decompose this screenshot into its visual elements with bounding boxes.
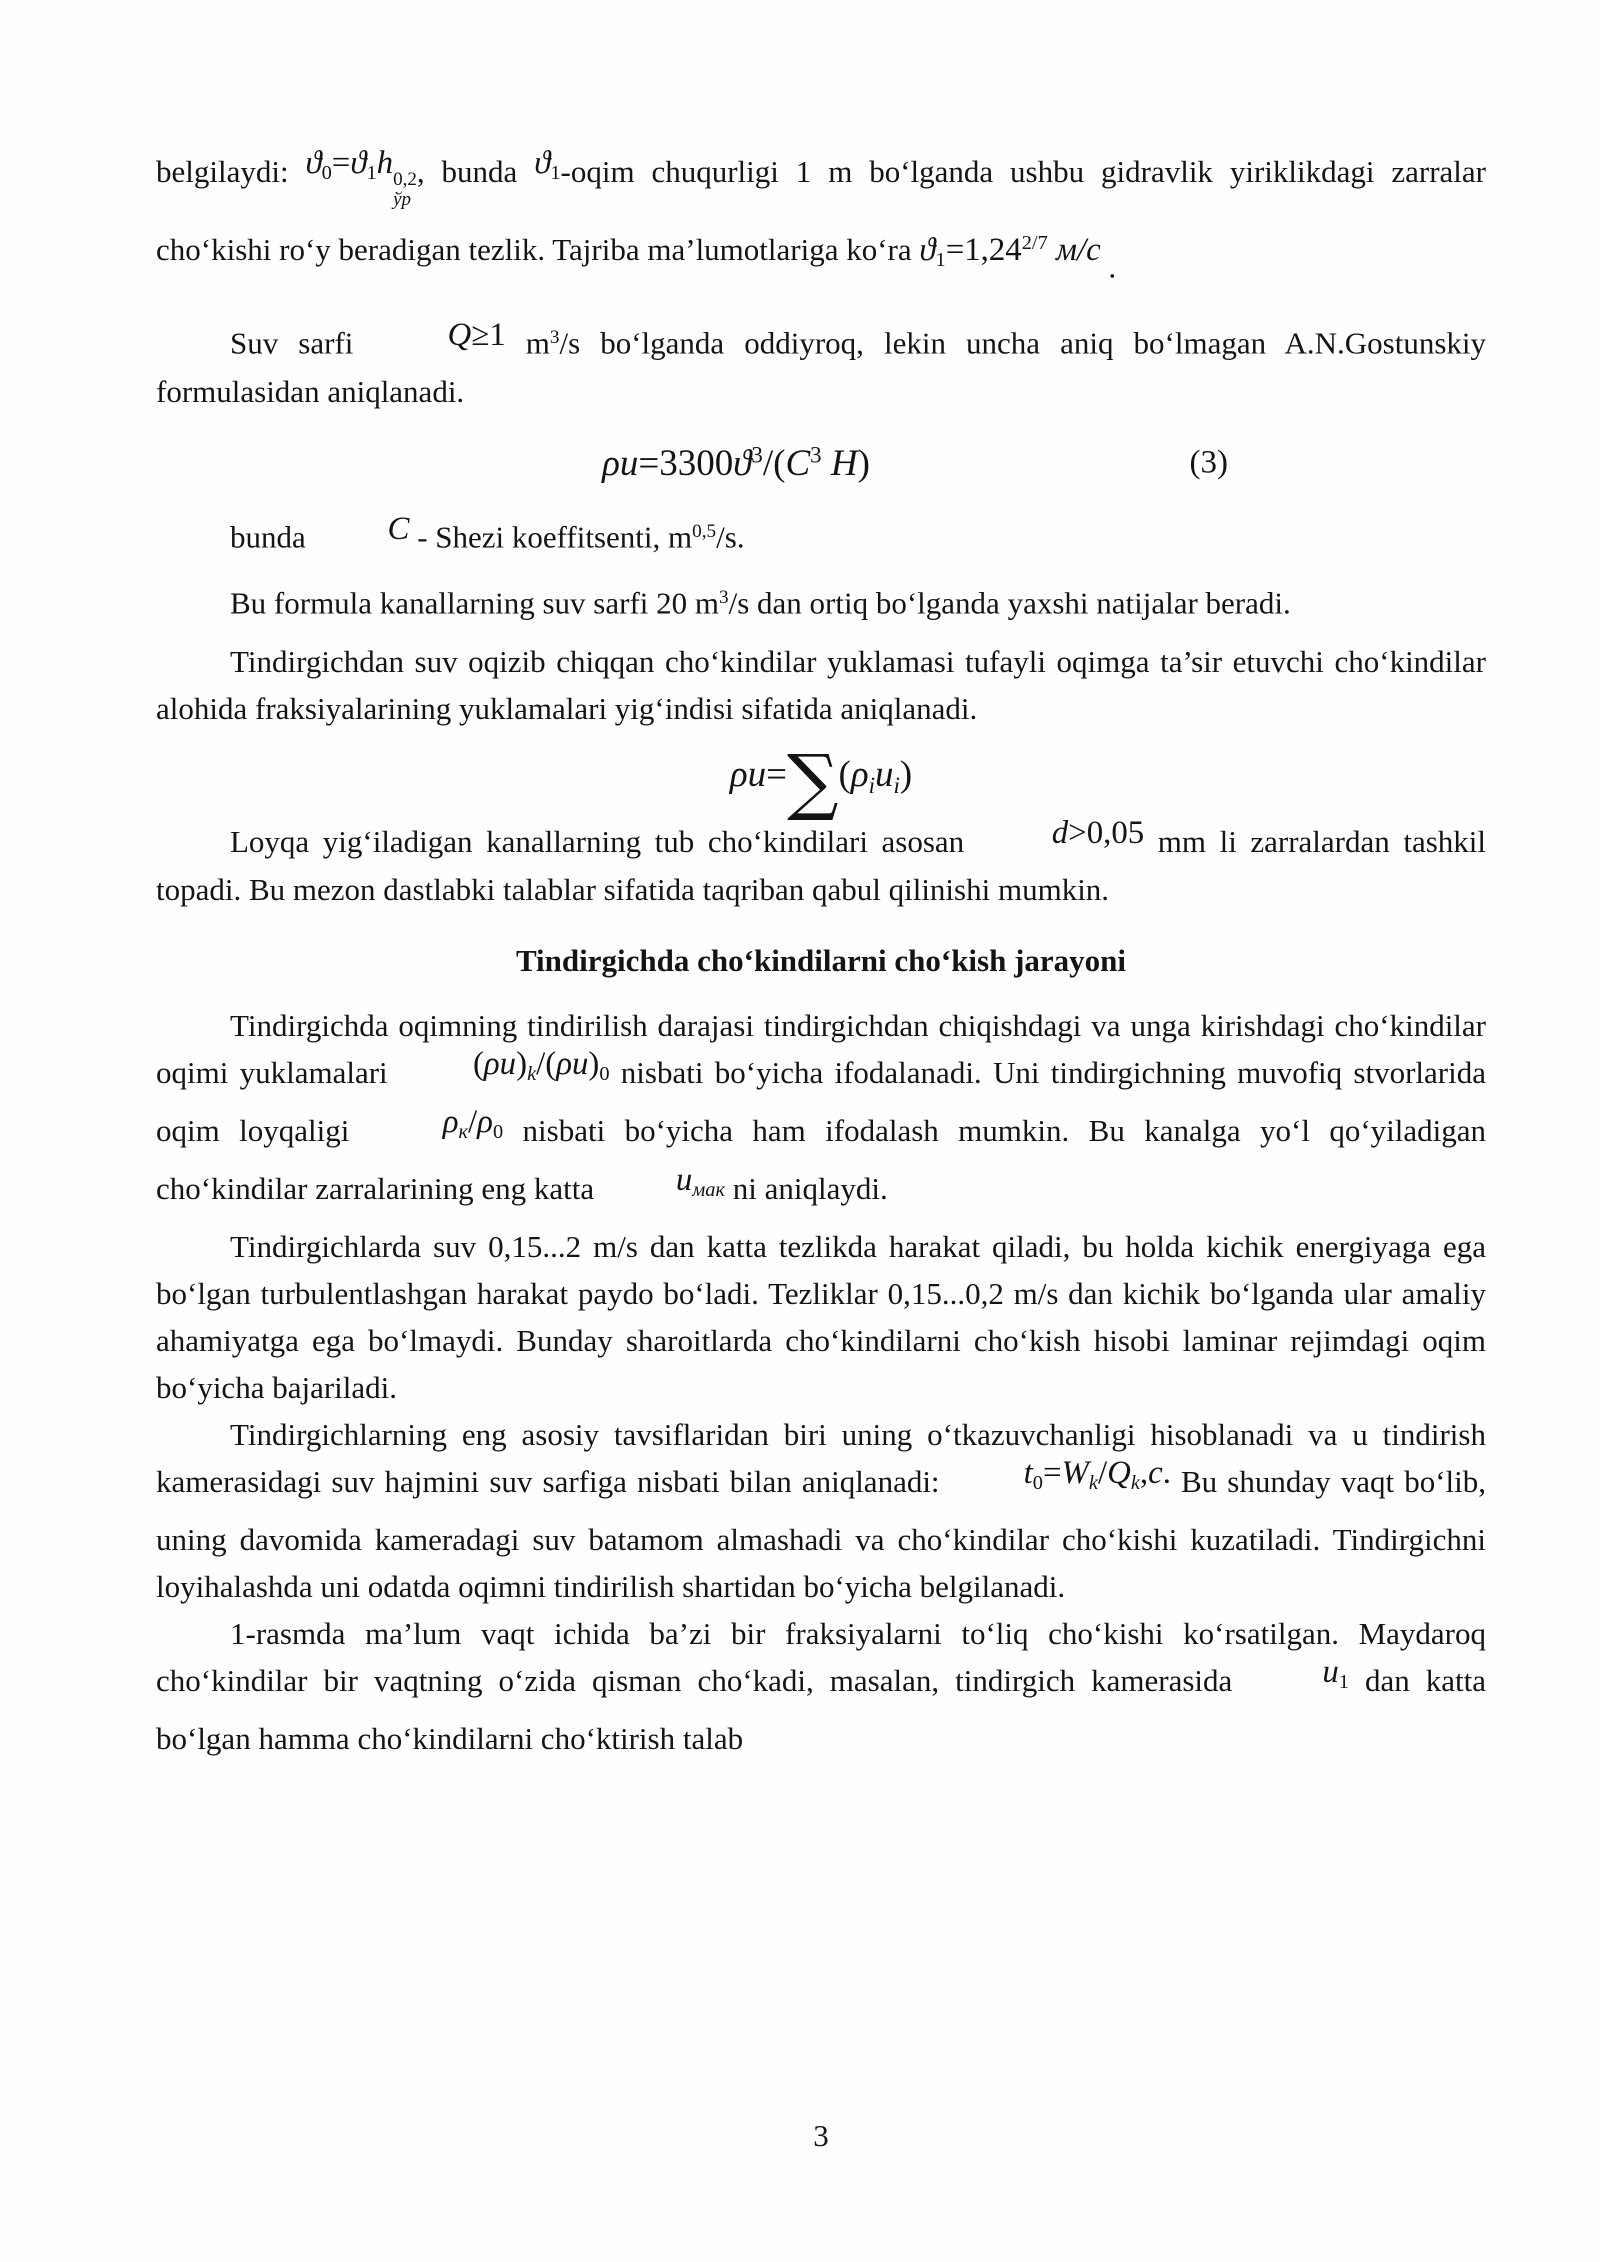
equation-3: [156, 435, 1486, 492]
math-segment: 0: [492, 1120, 504, 1143]
paragraph-suv-sarfi: [156, 314, 1486, 415]
text-segment: /(: [762, 442, 786, 484]
math-segment: d: [1051, 814, 1069, 851]
text-segment: /s.: [716, 519, 745, 555]
text-segment: , bunda: [416, 154, 535, 189]
math-segment: ∑: [786, 740, 839, 825]
text-segment: =: [1042, 1455, 1062, 1491]
math-segment: ρu: [483, 1045, 517, 1082]
text-segment: =: [638, 442, 660, 484]
text-segment: nisbati bo‘yicha ham ifodalash mumkin. Bu kanalga yo‘l qo‘yiladigan cho‘kindilar zarralarining eng katta: [156, 1112, 1486, 1206]
math-superscript: 0,2: [393, 168, 417, 190]
math-segment: мак: [692, 1179, 725, 1201]
math-segment: i: [868, 773, 875, 799]
text-segment: m: [505, 325, 550, 361]
math-segment: [393, 170, 417, 211]
text-segment: ,: [1139, 1455, 1149, 1491]
math-segment: C: [785, 442, 811, 484]
math-segment: 0: [599, 1062, 610, 1085]
math-segment: ρ: [442, 1103, 459, 1140]
math-segment: 1: [550, 162, 561, 185]
section-heading: Tindirgichda cho‘kindilarni cho‘kish jarayoni: [515, 942, 1127, 978]
text-segment: ni aniqlaydi.: [725, 1170, 888, 1206]
paragraph-tindirgichlarda-suv: [156, 1223, 1486, 1411]
math-segment: Q: [1107, 1455, 1131, 1491]
math-segment: t: [1023, 1455, 1033, 1491]
text-segment: ): [588, 1045, 600, 1082]
math-segment: [950, 1450, 1171, 1507]
math-segment: u: [675, 1161, 693, 1198]
math-segment: [1248, 1649, 1349, 1706]
text-segment: dan katta bo‘lgan hamma cho‘kindilarni cho‘ktirish talab: [156, 1663, 1486, 1757]
math-segment: 0: [321, 162, 332, 185]
math-segment: k: [1088, 1472, 1098, 1495]
math-segment: [305, 140, 416, 211]
paragraph-tindirgichdan: [156, 638, 1486, 732]
text-segment: =1,24: [945, 232, 1022, 269]
math-segment: 3: [751, 442, 763, 468]
math-segment: [602, 1157, 725, 1214]
math-segment: ρu: [556, 1045, 589, 1082]
equation-sum: [156, 740, 1486, 825]
text-segment: /(: [536, 1045, 557, 1082]
text-segment: ): [899, 754, 913, 796]
math-segment: .: [1100, 249, 1117, 285]
math-segment: ρu: [729, 754, 767, 796]
text-segment: mm li zarralardan tashkil topadi. Bu mezon dastlabki talablar sifatida taqriban qabul qilinishi mumkin.: [156, 823, 1486, 907]
math-segment: [369, 1099, 503, 1156]
math-segment: W: [1061, 1455, 1089, 1491]
text-segment: nisbati bo‘yicha ifodalanadi. Uni tindirgichning muvofiq stvorlarida oqim loyqaligi: [156, 1054, 1486, 1148]
math-segment: ϑ: [305, 145, 322, 181]
math-segment: ρu: [602, 442, 639, 484]
text-segment: =: [766, 754, 787, 796]
text-segment: Bu shunday vaqt bo‘lib, uning davomida kameradagi suv batamom almashadi va cho‘kindilar cho‘kishi kuzatiladi. Tindirgichni loyihalashda uni odatda oqimni tindirilish shartidan bo‘yicha belgilanadi.: [156, 1464, 1486, 1605]
math-segment: ϑ: [733, 442, 752, 484]
text-segment: bunda: [230, 519, 314, 555]
math-segment: ρ: [477, 1103, 493, 1140]
math-segment: c: [1148, 1455, 1163, 1491]
text-segment: (: [472, 1045, 484, 1082]
math-segment: 1: [366, 162, 377, 185]
text-segment: Loyqa yig‘iladigan kanallarning tub cho‘kindilari asosan: [230, 823, 978, 859]
text-segment: /s bo‘lganda oddiyroq, lekin uncha aniq bo‘lmagan A.N.Gostunskiy formulasidan aniqlanadi.: [156, 325, 1486, 409]
math-segment: h: [376, 145, 394, 181]
math-segment: 0: [1032, 1472, 1043, 1495]
math-segment: H: [821, 442, 858, 484]
page-number: 3: [813, 2118, 829, 2153]
text-segment: /: [1097, 1455, 1108, 1491]
text-segment: ≥1: [471, 316, 506, 353]
paragraph-bunda-c: [156, 508, 1486, 562]
math-subscript: ўр: [393, 189, 412, 211]
text-segment: Bu formula kanallarning suv sarfi 20 m: [230, 585, 720, 621]
paragraph-belgilaydi: [156, 145, 1486, 290]
paragraph-bu-formula: [156, 574, 1486, 627]
math-segment: u: [1322, 1654, 1339, 1691]
math-segment: ϑ: [534, 145, 551, 181]
text-segment: =: [331, 145, 351, 181]
equation-sum-row: [156, 740, 1486, 825]
paragraph-tindirgichda-oqimning: [156, 1002, 1486, 1223]
text-segment: 1-rasmda ma’lum vaqt ichida ba’zi bir fraksiyalarni to‘liq cho‘kishi ko‘rsatilgan. Maydaroq cho‘kindilar bir vaqtning o‘zida qisman cho‘kadi, masalan, tindirgich kamerasida: [156, 1616, 1486, 1699]
math-segment: [373, 312, 505, 359]
text-segment: ): [516, 1045, 528, 1082]
math-segment: 1: [1338, 1671, 1349, 1694]
text-segment: Tindirgichlarda suv 0,15...2 m/s dan katta tezlikda harakat qiladi, bu holda kichik energiyaga ega bo‘lgan turbulentlashgan harakat paydo bo‘ladi. Tezliklar 0,15...0,2 m/s dan kichik bo‘lganda ular amaliy ahamiyatga ega bo‘lmaydi. Bunday sharoitlarda cho‘kindilarni cho‘kish hisobi laminar rejimdagi oqim bo‘yicha bajariladi.: [156, 1229, 1486, 1405]
math-segment: C: [387, 510, 410, 547]
math-segment: k: [527, 1062, 537, 1085]
text-block: [156, 145, 1486, 1762]
math-segment: ϑ: [919, 232, 936, 269]
math-segment: ρ: [850, 754, 869, 796]
paragraph-loyqa: [156, 814, 1486, 913]
text-segment: ): [857, 442, 870, 484]
math-segment: 3: [810, 442, 822, 468]
text-segment: (: [838, 754, 851, 796]
math-segment: Q: [447, 316, 472, 353]
math-segment: 3: [719, 586, 729, 608]
math-segment: м/с: [1047, 232, 1101, 269]
paragraph-tindirgichlarning-eng: [156, 1411, 1486, 1610]
math-segment: [978, 810, 1144, 857]
math-segment: [534, 140, 560, 197]
text-segment: Suv sarfi: [230, 325, 374, 361]
math-segment: 0,5: [692, 521, 717, 543]
math-segment: k: [1130, 1472, 1140, 1495]
math-segment: i: [893, 773, 900, 799]
math-segment: [314, 506, 410, 553]
math-segment: [399, 1041, 610, 1098]
text-segment: 3300: [659, 442, 734, 484]
text-segment: belgilaydi:: [156, 154, 306, 189]
text-segment: .: [1162, 1455, 1171, 1491]
math-segment: 3: [549, 327, 560, 349]
text-segment: Tindirgichlarning eng asosiy tavsiflaridan biri uning o‘tkazuvchanligi hisoblanadi va u tindirish kamerasidagi suv hajmini suv sarfiga nisbati bilan aniqlanadi:: [156, 1417, 1486, 1499]
text-segment: /: [468, 1103, 478, 1140]
math-segment: 1: [935, 249, 946, 272]
equation-3-row: [156, 435, 1486, 492]
math-segment: u: [874, 754, 894, 796]
math-segment: к: [458, 1120, 469, 1143]
equation-3-number: (3): [1189, 444, 1228, 481]
text-segment: Tindirgichdan suv oqizib chiqqan cho‘kindilar yuklamasi tufayli oqimga ta’sir etuvchi cho‘kindilar alohida fraksiyalarining yuklamalari yig‘indisi sifatida aniqlanadi.: [156, 644, 1486, 727]
paragraph-1-rasmda: [156, 1610, 1486, 1762]
text-segment: Tindirgichda oqimning tindirilish darajasi tindirgichdan chiqishdagi va unga kirishdagi cho‘kindilar oqimi yuklamalari: [156, 1007, 1486, 1090]
math-segment: ϑ: [350, 145, 367, 181]
math-segment: [919, 231, 1101, 272]
text-segment: -oqim chuqurligi 1 m bo‘lganda ushbu gidravlik yiriklikdagi zarralar cho‘kishi ro‘y beradigan tezlik. Tajriba ma’lumotlariga ko‘ra: [156, 154, 1486, 268]
text-segment: - Shezi koeffitsenti, m: [409, 519, 693, 555]
math-segment: 2/7: [1021, 231, 1048, 254]
text-segment: >0,05: [1068, 814, 1145, 851]
text-segment: /s dan ortiq bo‘lganda yaxshi natijalar beradi.: [728, 585, 1291, 621]
